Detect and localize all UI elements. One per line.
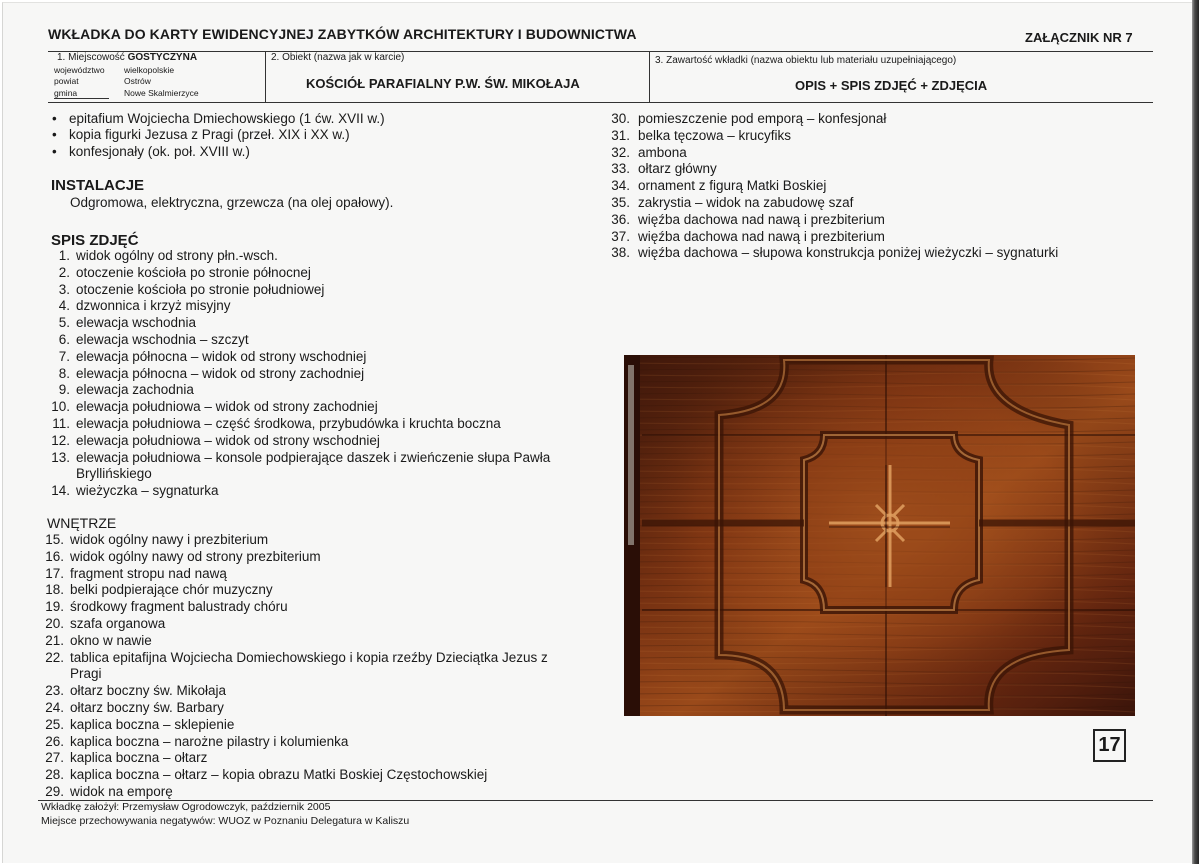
photo-list-item [602, 145, 1102, 162]
photo-list-text: widok na emporę [70, 783, 173, 799]
photo-list-text: ołtarz główny [638, 161, 717, 177]
photo-list-item [44, 366, 604, 383]
photo-list-number: 18. [45, 582, 64, 598]
photo-list-number: 31. [611, 127, 630, 143]
header-divider-2 [649, 51, 650, 102]
commune-value: Nowe Skalmierzyce [124, 88, 199, 98]
photo-list-item [38, 734, 618, 751]
locality-label: 1. Miejscowość [57, 52, 125, 63]
interior-heading: WNĘTRZE [47, 515, 117, 531]
photo-list-item [602, 229, 1102, 246]
photo-list-item [38, 616, 618, 633]
photo-list-text-continued: Pragi [70, 666, 102, 682]
photo-list-number: 30. [611, 111, 630, 126]
photo-list-item [38, 599, 618, 616]
interior-photo-list [38, 532, 618, 801]
photo-list-item [38, 582, 618, 599]
voivodeship-label: województwo [54, 65, 105, 75]
object-label: 2. Obiekt (nazwa jak w karcie) [271, 52, 405, 63]
photo-list-number: 20. [45, 615, 64, 631]
photo-list-number: 28. [45, 767, 64, 783]
photo-list-item [38, 717, 618, 734]
continued-photo-list [602, 111, 1102, 262]
photo-list-item [44, 349, 604, 366]
commune-label: gmina [54, 88, 78, 98]
photo-list-item [602, 128, 1102, 145]
photo-list-number: 38. [611, 245, 630, 261]
photo-list-item [38, 633, 618, 650]
photo-list-number: 10. [51, 399, 70, 415]
installations-text: Odgromowa, elektryczna, grzewcza (na olej opałowy). [70, 195, 394, 210]
photo-list-text: elewacja zachodnia [76, 382, 194, 398]
photo-list-item [38, 700, 618, 717]
photo-list-number: 19. [45, 599, 64, 615]
photo-list-item [38, 784, 618, 801]
photo-list-number: 15. [45, 532, 64, 547]
photo-list-item [44, 298, 604, 315]
photo-list-text: pomieszczenie pod emporą – konfesjonał [638, 111, 887, 126]
photo-list-item [44, 483, 604, 500]
photo-list-text: kaplica boczna – ołtarz [70, 750, 208, 766]
photo-list-text: elewacja północna – widok od strony zachodniej [76, 365, 365, 381]
photo-list-item [44, 332, 604, 349]
commune-underline [54, 98, 109, 99]
photo-list-text: ołtarz boczny św. Mikołaja [70, 683, 227, 699]
photo-list-item [602, 245, 1102, 262]
photo-list-number: 32. [611, 144, 630, 160]
photo-list-number: 12. [51, 432, 70, 448]
photo-list-number: 21. [45, 632, 64, 648]
photo-list-text: tablica epitafijna Wojciecha Domiechowskiego i kopia rzeźby Dzieciątka Jezus z [70, 649, 548, 665]
photo-list-number: 5. [58, 315, 70, 331]
photo-list-text: elewacja wschodnia – szczyt [76, 331, 249, 347]
photo-list-text: elewacja południowa – część środkowa, przybudówka i kruchta boczna [76, 415, 501, 431]
photo-list-item [38, 549, 618, 566]
photo-list-item [602, 178, 1102, 195]
scan-edge [1192, 0, 1199, 864]
photo-list-text: otoczenie kościoła po stronie południowej [76, 281, 325, 297]
photo-list-number: 17. [45, 565, 64, 581]
photo-list-item [44, 282, 604, 299]
photo-list-item [38, 566, 618, 583]
photo-list-text: elewacja południowa – widok od strony zachodniej [76, 399, 378, 415]
photo-list-number: 13. [51, 449, 70, 465]
photo-list-number: 24. [45, 699, 64, 715]
photo-list-text: kaplica boczna – narożne pilastry i kolumienka [70, 733, 349, 749]
photo-list-item [602, 212, 1102, 229]
contents-value: OPIS + SPIS ZDJĘĆ + ZDJĘCIA [795, 78, 988, 93]
photo-list-item [602, 195, 1102, 212]
photo-list-item [602, 161, 1102, 178]
wooden-ceiling-image [624, 355, 1135, 716]
photo-list-text: elewacja południowa – widok od strony wschodniej [76, 432, 380, 448]
photo-list-text: belka tęczowa – krucyfiks [638, 127, 792, 143]
footer-author: Wkładkę założył: Przemysław Ogrodowczyk, październik 2005 [41, 801, 331, 813]
photo-list-text: belki podpierające chór muzyczny [70, 582, 273, 598]
photo-list-number: 22. [45, 649, 64, 665]
photo-list-text: kaplica boczna – ołtarz – kopia obrazu Matki Boskiej Częstochowskiej [70, 767, 488, 783]
photo-list-number: 37. [611, 228, 630, 244]
photo-list-text: kaplica boczna – sklepienie [70, 716, 235, 732]
footer-negatives: Miejsce przechowywania negatywów: WUOZ w Poznaniu Delegatura w Kaliszu [41, 815, 410, 827]
photo-list-number: 2. [58, 264, 70, 280]
photo-list-text: ornament z figurą Matki Boskiej [638, 178, 827, 194]
photo-list-number: 29. [45, 783, 64, 799]
photo-list-item [38, 750, 618, 767]
photo-list-item [44, 399, 604, 416]
photo-list-text: więźba dachowa nad nawą i prezbiterium [638, 228, 885, 244]
photo-list-item [44, 315, 604, 332]
installations-heading: INSTALACJE [51, 177, 145, 194]
photo-list-text: zakrystia – widok na zabudowę szaf [638, 194, 854, 210]
photo-list-number: 8. [58, 365, 70, 381]
photo-list-number: 14. [51, 483, 70, 499]
photo-list-text: więźba dachowa nad nawą i prezbiterium [638, 211, 885, 227]
county-label: powiat [54, 76, 79, 86]
photo-list-number: 26. [45, 733, 64, 749]
photo-list-number: 3. [58, 281, 70, 297]
photo-list-number: 4. [58, 298, 70, 314]
photo-list-text: elewacja południowa – konsole podpierające daszek i zwieńczenie słupa Pawła [76, 449, 551, 465]
photo-list-text: fragment stropu nad nawą [70, 565, 227, 581]
document-title: WKŁADKA DO KARTY EWIDENCYJNEJ ZABYTKÓW ARCHITEKTURY I BUDOWNICTWA [48, 26, 637, 42]
photo-list-item [602, 111, 1102, 128]
photo-list-number: 36. [611, 211, 630, 227]
photo-list-text: elewacja północna – widok od strony wschodniej [76, 348, 367, 364]
photo-list-text: środkowy fragment balustrady chóru [70, 599, 288, 615]
locality-field [57, 52, 197, 63]
photo-list-heading: SPIS ZDJĘĆ [51, 232, 139, 249]
photo-list-text-continued: Bryllińskiego [76, 466, 152, 482]
locality-value: GOSTYCZYNA [127, 52, 198, 63]
photo-list-text: ambona [638, 144, 687, 160]
photo-list-item [44, 248, 604, 265]
photo-list-number: 23. [45, 683, 64, 699]
photo-list-number: 25. [45, 716, 64, 732]
photo-list-text: szafa organowa [70, 615, 166, 631]
photo-list-text: widok ogólny nawy od strony prezbiterium [70, 548, 321, 564]
photo-list-item [44, 450, 604, 484]
photo-list-item [38, 650, 618, 684]
header-bottom-rule [48, 102, 1153, 103]
exterior-photo-list [44, 248, 604, 500]
photo-list-item [44, 382, 604, 399]
photo-list-item [44, 265, 604, 282]
voivodeship-value: wielkopolskie [124, 65, 175, 75]
photo-list-number: 9. [58, 382, 70, 398]
photo-list-item [38, 767, 618, 784]
county-value: Ostrów [124, 76, 151, 86]
photo-list-text: widok ogólny od strony płn.-wsch. [76, 248, 278, 263]
photo-list-number: 27. [45, 750, 64, 766]
photo-list-item [44, 433, 604, 450]
photo-list-number: 6. [58, 331, 70, 347]
photo-list-text: ołtarz boczny św. Barbary [70, 699, 224, 715]
photo-list-item [38, 683, 618, 700]
photo-list-item [38, 532, 618, 549]
photo-list-number: 35. [611, 194, 630, 210]
photo-list-text: dzwonnica i krzyż misyjny [76, 298, 231, 314]
contents-label: 3. Zawartość wkładki (nazwa obiektu lub materiału uzupełniającego) [655, 55, 957, 66]
photo-list-text: elewacja wschodnia [76, 315, 197, 331]
header-top-rule [48, 51, 1153, 52]
object-value: KOŚCIÓŁ PARAFIALNY P.W. ŚW. MIKOŁAJA [306, 76, 580, 91]
photo-list-number: 33. [611, 161, 630, 177]
photo-list-number: 16. [45, 548, 64, 564]
photo-list-text: wieżyczka – sygnaturka [76, 483, 219, 499]
photo-list-number: 34. [611, 178, 630, 194]
photo-list-text: okno w nawie [70, 632, 152, 648]
photo-list-text: więźba dachowa – słupowa konstrukcja poniżej wieżyczki – sygnaturki [638, 245, 1059, 261]
photo-list-text: widok ogólny nawy i prezbiterium [70, 532, 269, 547]
photo-list-number: 1. [58, 248, 70, 263]
photo-list-text: otoczenie kościoła po stronie północnej [76, 264, 311, 280]
page-number: 17 [1093, 729, 1126, 762]
photo-list-number: 7. [58, 348, 70, 364]
photo-list-number: 11. [52, 415, 70, 431]
photo-list-item [44, 416, 604, 433]
annex-label: ZAŁĄCZNIK NR 7 [1025, 30, 1133, 45]
header-divider-1 [265, 51, 266, 102]
ceiling-photo [624, 355, 1135, 716]
